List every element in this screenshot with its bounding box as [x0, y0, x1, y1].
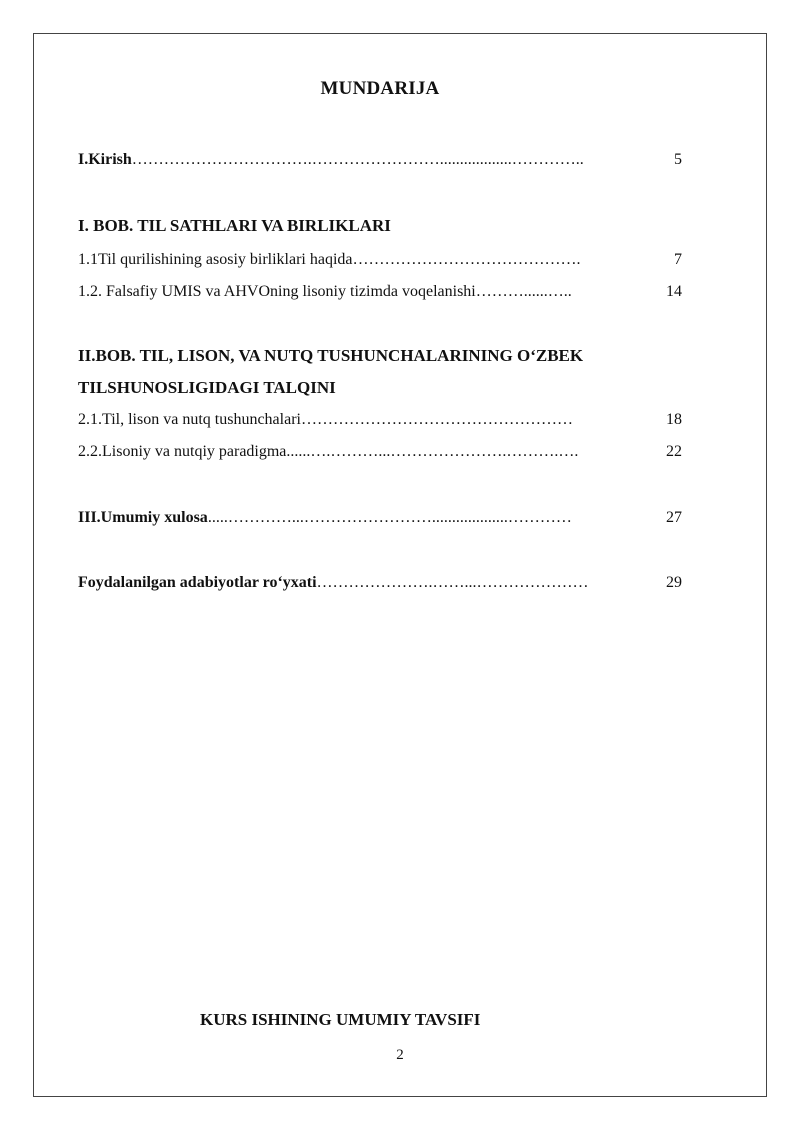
chapter2-heading-line1: II.BOB. TIL, LISON, VA NUTQ TUSHUNCHALARINING O‘ZBEK [78, 346, 584, 365]
toc-leader: …………………………………………… [300, 411, 573, 428]
document-title: MUNDARIJA [320, 78, 440, 99]
toc-entry-text: I.Kirish [78, 151, 132, 168]
toc-entry-2-2[interactable] [78, 442, 682, 462]
toc-page-number: 5 [674, 151, 682, 168]
toc-entry-text: 1.1Til qurilishining asosiy birliklari haqida [78, 251, 353, 268]
toc-leader: ……………………………………. [352, 251, 581, 268]
toc-entry-1-1[interactable] [78, 250, 682, 270]
chapter1-heading: I. BOB. TIL SATHLARI VA BIRLIKLARI [78, 216, 391, 235]
page-frame [33, 33, 767, 1097]
toc-leader: …………………………….……………………..................………….. [131, 151, 584, 168]
toc-leader: ………......….. [475, 283, 572, 300]
toc-entry-text: Foydalanilgan adabiyotlar ro‘yxati [78, 574, 317, 591]
toc-page-number: 7 [674, 251, 682, 268]
toc-page-number: 22 [666, 443, 682, 460]
toc-entry-conclusion[interactable] [78, 508, 682, 528]
toc-leader: ......….………...………………….……….…. [286, 443, 579, 460]
toc-page-number: 18 [666, 411, 682, 428]
toc-leader: .....…………...……………………...................………… [207, 509, 572, 526]
toc-page-number: 29 [666, 574, 682, 591]
toc-entry-text: 2.2.Lisoniy va nutqiy paradigma [78, 443, 287, 460]
toc-entry-text: 2.1.Til, lison va nutq tushunchalari [78, 411, 301, 428]
toc-entry-2-1[interactable] [78, 410, 682, 430]
page-number: 2 [396, 1047, 404, 1063]
chapter2-heading-line2: TILSHUNOSLIGIDAGI TALQINI [78, 378, 336, 397]
toc-entry-1-2[interactable] [78, 282, 682, 302]
toc-entry-text: III.Umumiy xulosa [78, 509, 208, 526]
toc-entry-intro[interactable] [78, 150, 682, 170]
footer-heading: KURS ISHINING UMUMIY TAVSIFI [200, 1010, 481, 1029]
toc-page-number: 27 [666, 509, 682, 526]
toc-page-number: 14 [666, 283, 682, 300]
toc-entry-references[interactable] [78, 573, 682, 593]
toc-leader: ………………….……...………………… [316, 574, 589, 591]
toc-entry-text: 1.2. Falsafiy UMIS va AHVOning lisoniy tizimda voqelanishi [78, 283, 476, 300]
